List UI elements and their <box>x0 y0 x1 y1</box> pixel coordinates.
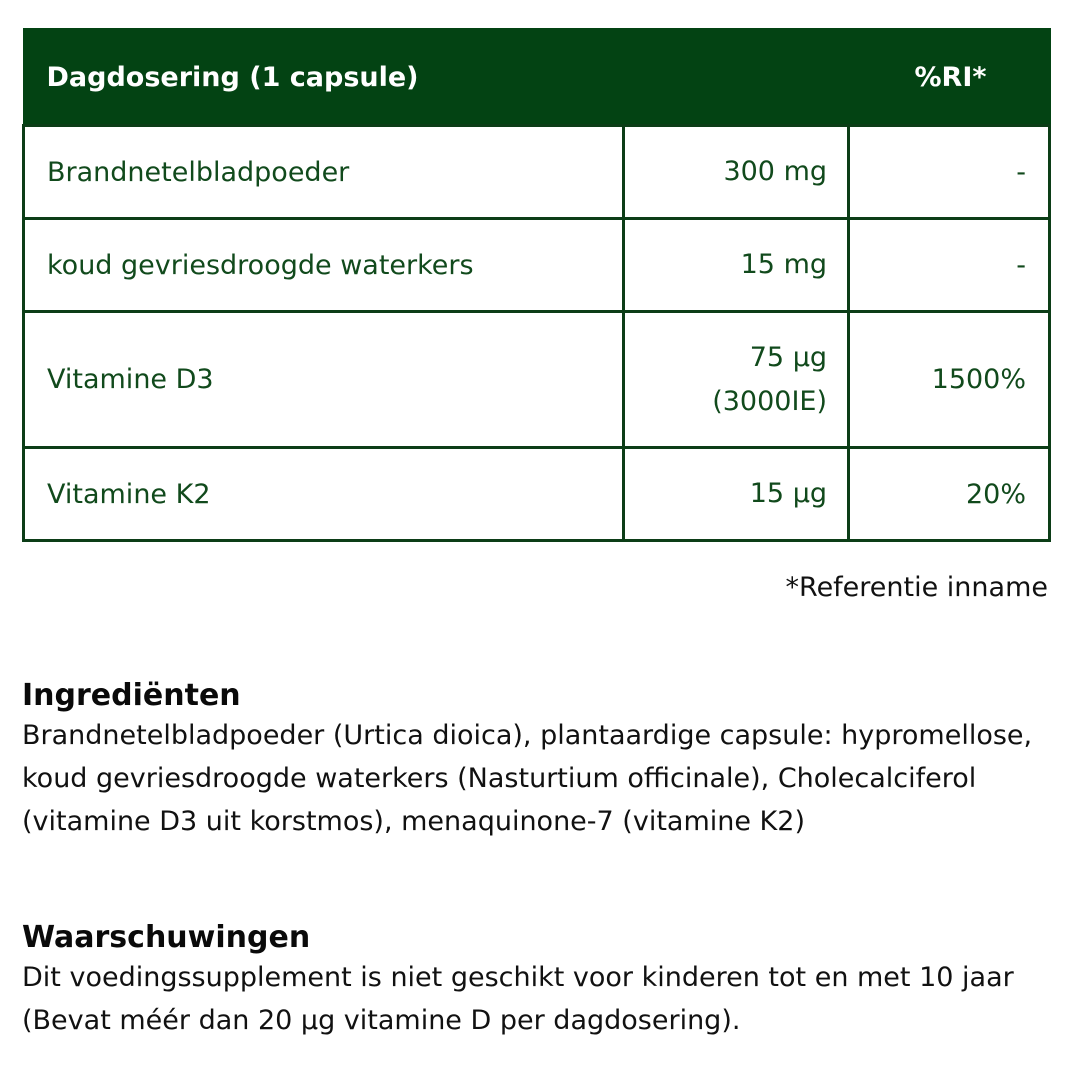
table-header-row <box>24 29 1050 126</box>
nutrient-ri: - <box>849 219 1050 312</box>
warnings-text: Dit voedingssupplement is niet geschikt voor kinderen tot en met 10 jaar (Bevat méér dan 20 µg vitamine D per dagdosering). <box>22 962 1014 1036</box>
table-row <box>24 448 1050 541</box>
ingredients-text: Brandnetelbladpoeder (Urtica dioica), plantaardige capsule: hypromellose, koud gevriesdroogde waterkers (Nasturtium officinale), Cholecalciferol (vitamine D3 uit korstmos), menaquinone-7 (vitamine K2) <box>22 720 1033 837</box>
ingredients-heading: Ingrediënten <box>22 678 241 713</box>
ri-footnote: *Referentie inname <box>785 572 1048 603</box>
amount-value: 300 mg <box>723 156 828 187</box>
nutrient-name: Vitamine D3 <box>24 312 624 448</box>
table-row <box>24 126 1050 219</box>
amount-value: 15 mg <box>740 249 828 280</box>
nutrient-name: Vitamine K2 <box>24 448 624 541</box>
ri-header: %RI* <box>849 29 1050 126</box>
daily-dose-header: Dagdosering (1 capsule) <box>24 29 849 126</box>
amount-value: 15 µg <box>749 478 828 509</box>
nutrient-amount <box>624 126 849 219</box>
nutrient-ri: 1500% <box>849 312 1050 448</box>
table-row <box>24 219 1050 312</box>
table-row <box>24 312 1050 448</box>
nutrient-name: koud gevriesdroogde waterkers <box>24 219 624 312</box>
supplement-facts-panel <box>22 28 1048 542</box>
nutrient-ri: - <box>849 126 1050 219</box>
warnings-heading: Waarschuwingen <box>22 920 311 955</box>
nutrient-amount <box>624 219 849 312</box>
amount-iu-value: (3000IE) <box>712 385 828 417</box>
nutrient-amount <box>624 312 849 448</box>
nutrient-ri: 20% <box>849 448 1050 541</box>
ingredients-section <box>22 678 1052 843</box>
warnings-section <box>22 920 1052 1042</box>
nutrient-amount <box>624 448 849 541</box>
nutrient-name: Brandnetelbladpoeder <box>24 126 624 219</box>
supplement-facts-table <box>22 28 1051 542</box>
amount-value: 75 µg <box>749 341 828 373</box>
